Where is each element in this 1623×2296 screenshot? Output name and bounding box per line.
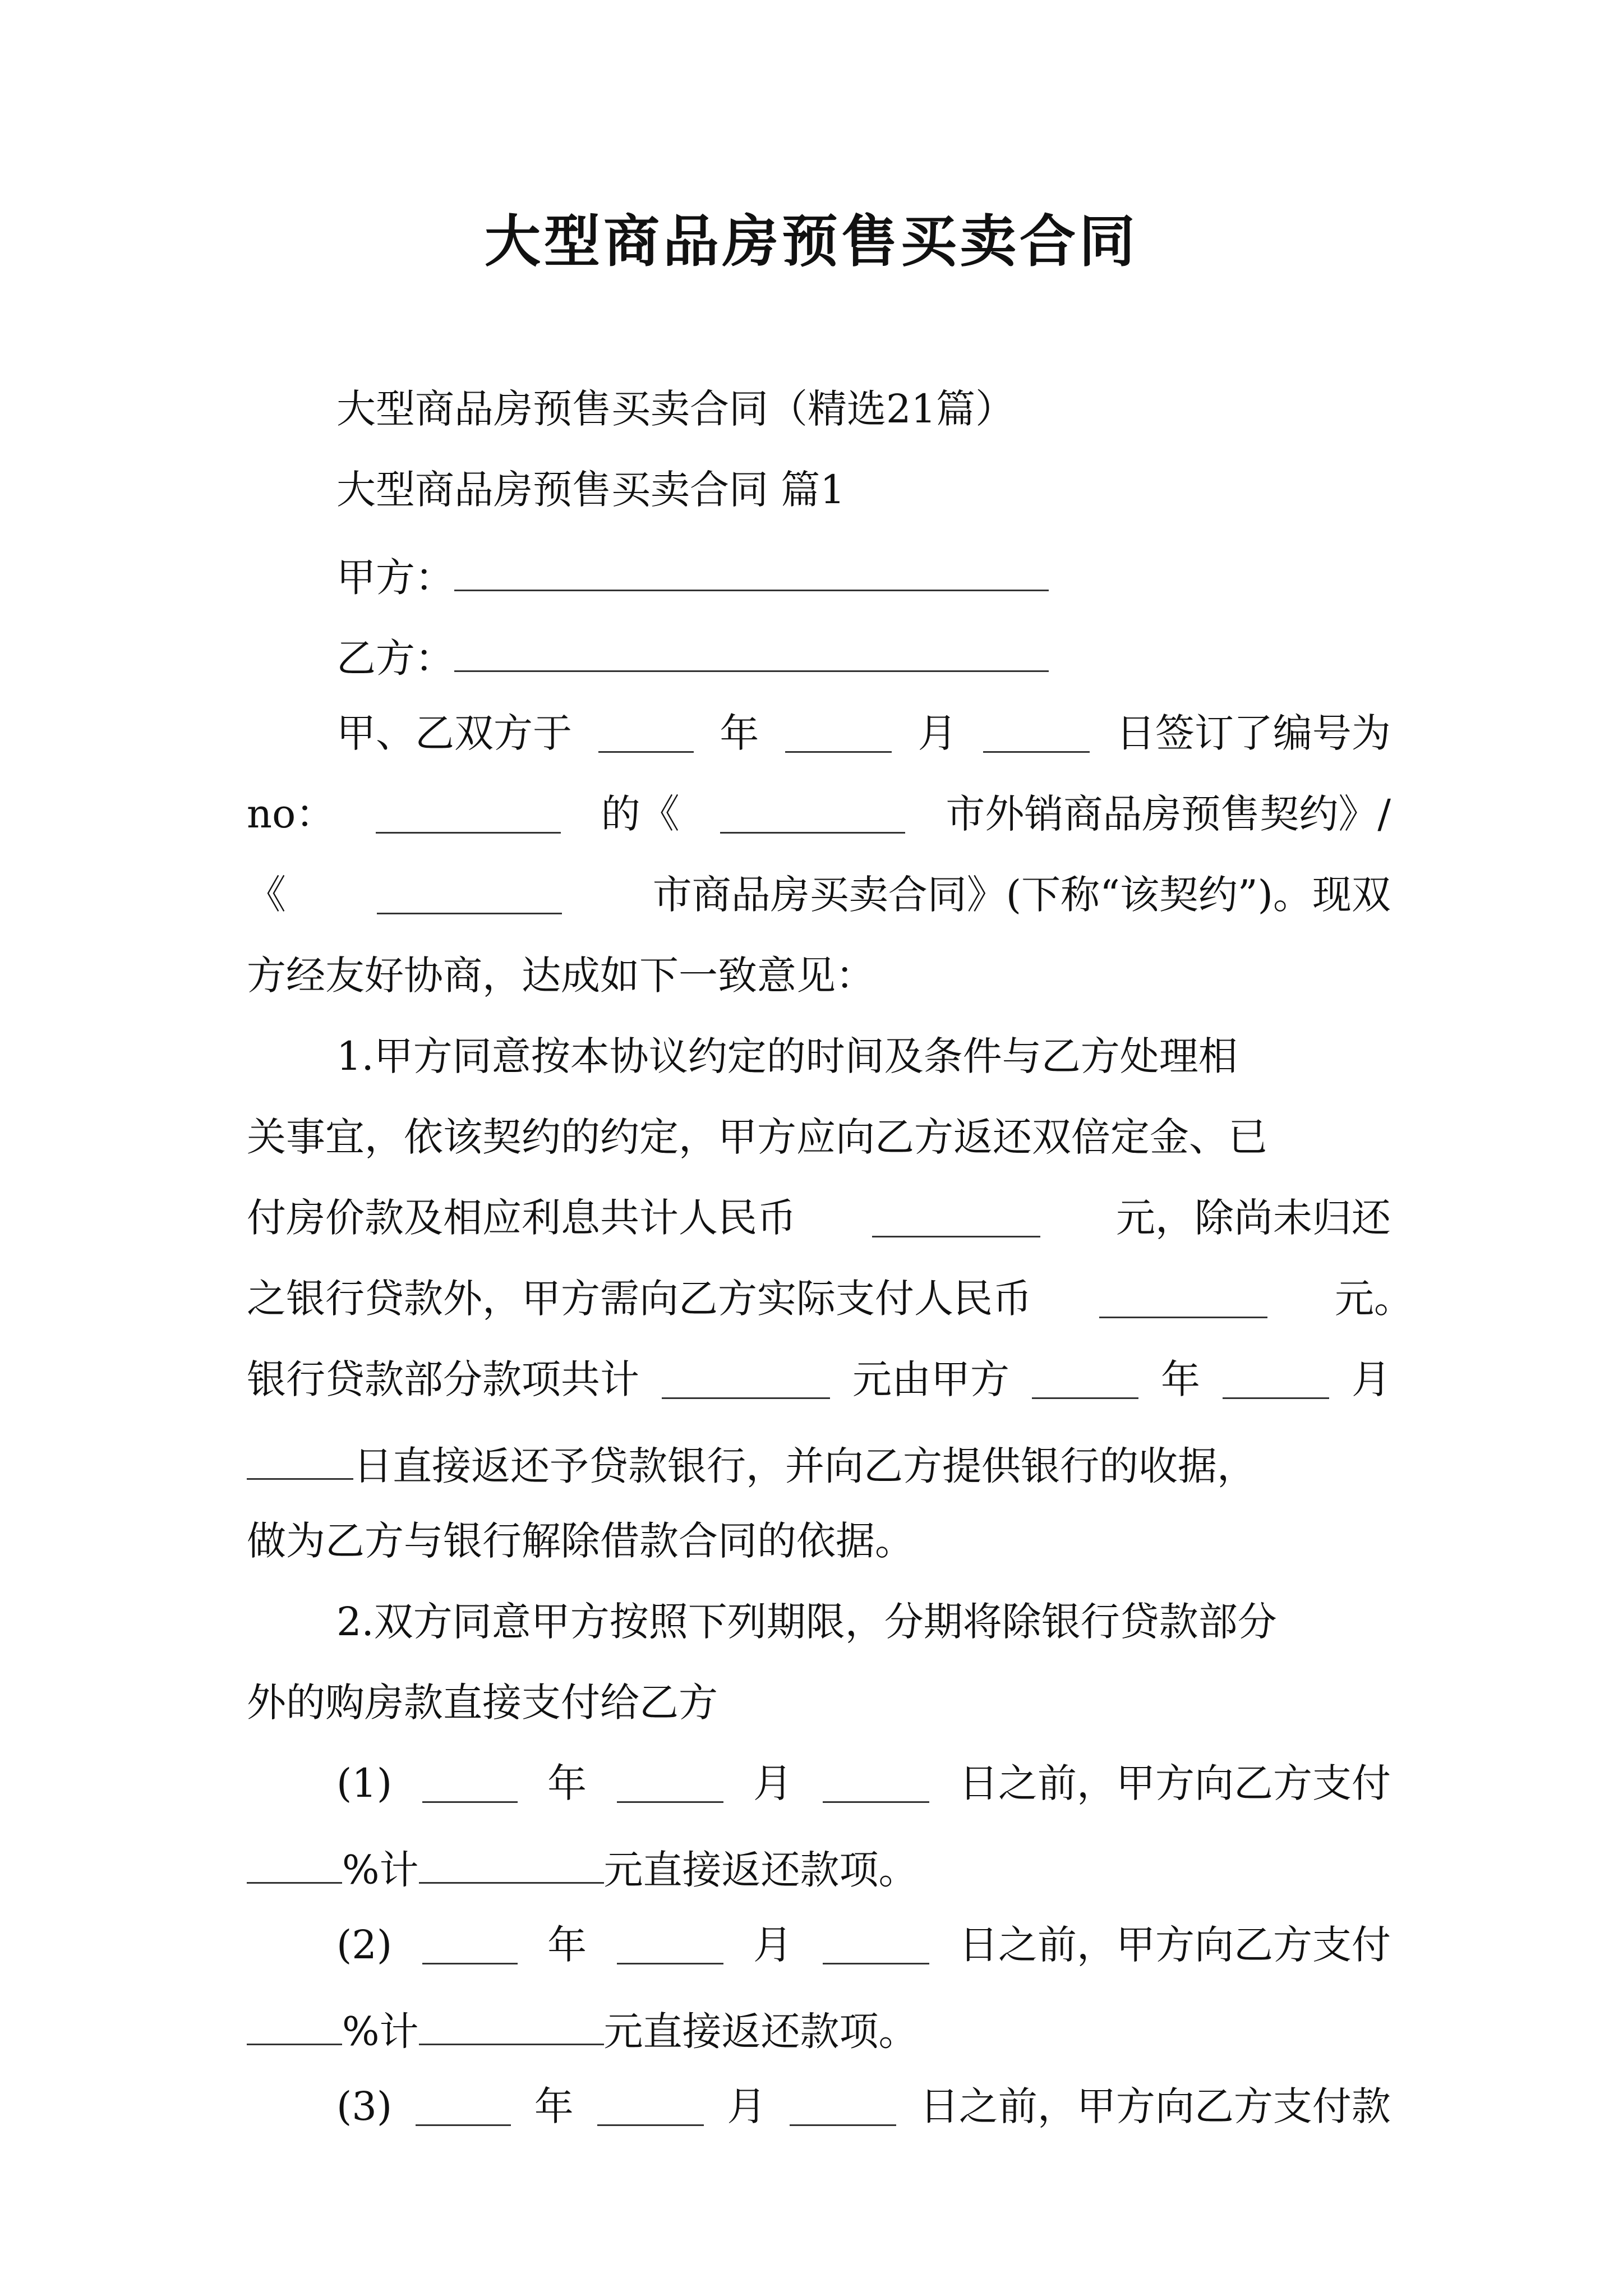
item2-line2 <box>247 2006 1391 2055</box>
para2-text: 元。 <box>1335 1276 1413 1322</box>
percent-blank[interactable] <box>247 1844 342 1884</box>
month-blank[interactable] <box>597 2087 704 2126</box>
para2-line2: 关事宜，依该契约的约定，甲方应向乙方返还双倍定金、已 <box>247 1114 1267 1160</box>
amount-blank[interactable] <box>872 1198 1040 1237</box>
item-text: 元直接返还款项。 <box>603 2008 918 2055</box>
para2-text: 银行贷款部分款项共计 <box>247 1356 639 1402</box>
para1-text: 市商品房买卖合同》(下称“该契约”)。现双 <box>652 872 1391 918</box>
month-label: 月 <box>727 2083 767 2129</box>
para1-text: 的《 <box>601 791 680 837</box>
percent-label: %计 <box>342 1847 419 1893</box>
year-blank[interactable] <box>416 2087 511 2126</box>
city-blank[interactable] <box>377 875 562 914</box>
para3-line1: 2.双方同意甲方按照下列期限，分期将除银行贷款部分 <box>336 1599 1277 1645</box>
item2-line1 <box>336 1922 1391 1968</box>
para2-text: 之银行贷款外，甲方需向乙方实际支付人民币 <box>247 1276 1032 1322</box>
para2-text: 元，除尚未归还 <box>1116 1195 1391 1241</box>
party-b-line <box>336 633 1481 682</box>
party-a-label: 甲方： <box>336 554 454 601</box>
day-blank[interactable] <box>247 1441 353 1480</box>
year-label: 年 <box>720 710 759 756</box>
para2-line7: 做为乙方与银行解除借款合同的依据。 <box>247 1518 914 1564</box>
para1-line3 <box>247 872 1391 918</box>
year-label: 年 <box>547 1922 587 1968</box>
party-a-line <box>336 552 1481 601</box>
para3-line2: 外的购房款直接支付给乙方 <box>247 1680 718 1726</box>
year-blank[interactable] <box>422 1764 518 1803</box>
para1-line2 <box>247 791 1391 837</box>
para1-text: 《 <box>247 872 286 918</box>
item-text: 元直接返还款项。 <box>603 1847 918 1893</box>
para2-line5 <box>247 1356 1391 1402</box>
month-label: 月 <box>1352 1356 1391 1402</box>
item1-line2 <box>247 1844 1391 1893</box>
year-label: 年 <box>547 1760 587 1806</box>
day-blank[interactable] <box>790 2087 896 2126</box>
party-b-label: 乙方： <box>336 635 454 682</box>
year-label: 年 <box>1161 1356 1200 1402</box>
para1-text: 日签订了编号为 <box>1115 710 1391 756</box>
amount-blank[interactable] <box>419 1844 604 1884</box>
party-a-blank[interactable] <box>454 552 1049 591</box>
subtitle: 大型商品房预售买卖合同（精选21篇） <box>336 386 1015 432</box>
day-blank[interactable] <box>983 714 1090 753</box>
contract-number-blank[interactable] <box>376 794 561 834</box>
percent-blank[interactable] <box>247 2006 342 2045</box>
day-blank[interactable] <box>823 1925 929 1964</box>
item-text: 日之前，甲方向乙方支付 <box>958 1760 1391 1806</box>
amount-blank[interactable] <box>662 1360 830 1399</box>
para2-text: 付房价款及相应利息共计人民币 <box>247 1195 796 1241</box>
amount-blank[interactable] <box>419 2006 604 2045</box>
para2-line3 <box>247 1195 1391 1241</box>
year-blank[interactable] <box>422 1925 518 1964</box>
para2-text: 元由甲方 <box>852 1356 1009 1402</box>
city-blank[interactable] <box>720 794 905 834</box>
year-blank[interactable] <box>598 714 694 753</box>
percent-label: %计 <box>342 2008 419 2055</box>
para2-text: 日直接返还予贷款银行，并向乙方提供银行的收据， <box>353 1443 1256 1489</box>
month-blank[interactable] <box>785 714 892 753</box>
month-blank[interactable] <box>617 1925 723 1964</box>
party-b-blank[interactable] <box>454 633 1049 672</box>
item3-line1 <box>336 2083 1391 2129</box>
month-label: 月 <box>917 710 957 756</box>
month-blank[interactable] <box>617 1764 723 1803</box>
para2-line6 <box>247 1441 1391 1489</box>
amount-blank[interactable] <box>1099 1279 1267 1318</box>
item1-line1 <box>336 1760 1391 1806</box>
item-number: (3) <box>336 2083 393 2129</box>
para2-line1: 1.甲方同意按本协议约定的时间及条件与乙方处理相 <box>336 1033 1238 1079</box>
para1-text: 甲、乙双方于 <box>336 710 572 756</box>
para1-line1 <box>336 710 1391 756</box>
item-number: (1) <box>336 1760 393 1806</box>
para1-text: 市外销商品房预售契约》/ <box>946 791 1391 837</box>
year-blank[interactable] <box>1032 1360 1138 1399</box>
document-title: 大型商品房预售买卖合同 <box>485 208 1138 274</box>
month-label: 月 <box>753 1760 793 1806</box>
item-text: 日之前，甲方向乙方支付 <box>958 1922 1391 1968</box>
para1-text: no： <box>247 791 335 837</box>
para2-line4 <box>247 1276 1413 1322</box>
item-number: (2) <box>336 1922 393 1968</box>
para1-line4: 方经友好协商，达成如下一致意见： <box>247 953 875 999</box>
day-blank[interactable] <box>823 1764 929 1803</box>
item-text: 日之前，甲方向乙方支付款 <box>919 2083 1391 2129</box>
month-blank[interactable] <box>1223 1360 1329 1399</box>
month-label: 月 <box>753 1922 793 1968</box>
section-heading: 大型商品房预售买卖合同 篇1 <box>336 467 845 513</box>
year-label: 年 <box>534 2083 574 2129</box>
